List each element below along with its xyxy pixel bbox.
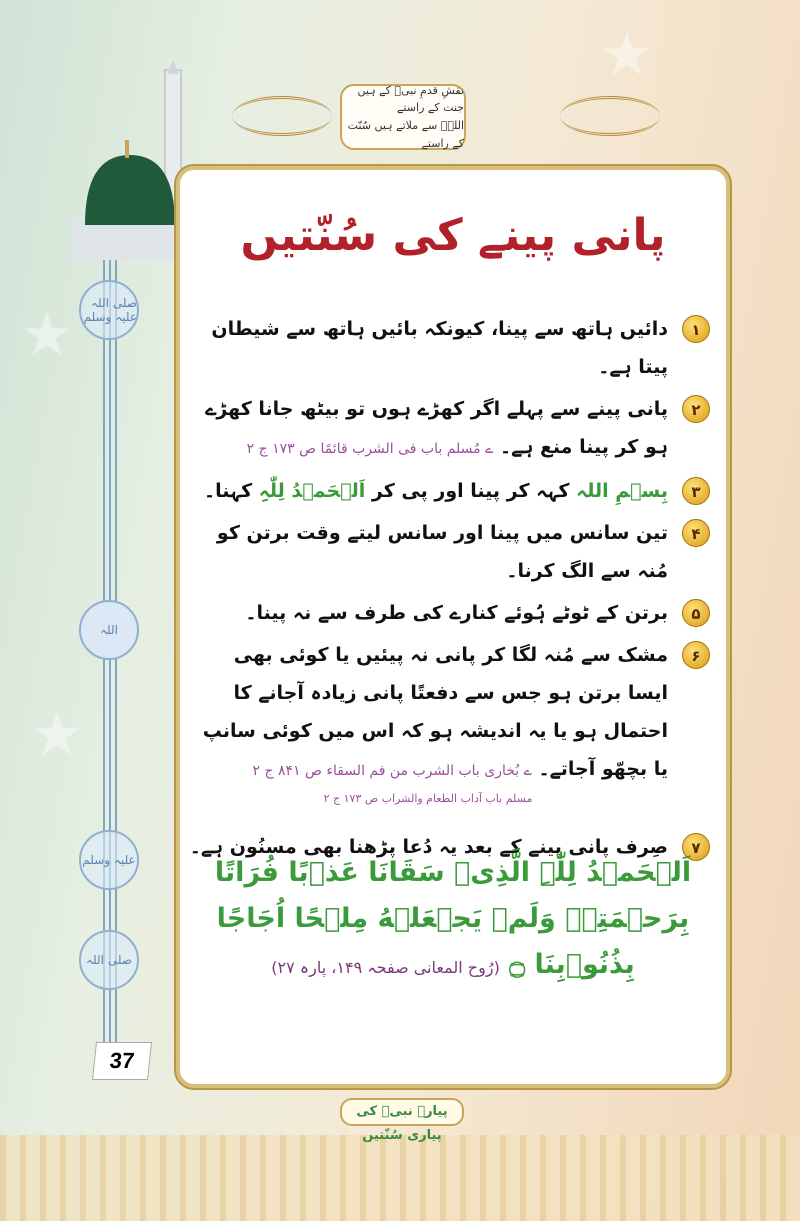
list-item: ۵ برتن کے ٹوٹے ہُوئے کنارے کی طرف سے نہ پینا۔ (188, 594, 712, 632)
sidebar-decoration (82, 260, 137, 1060)
calligraphy-medallion: صلی اللہ علیہ وسلم (79, 280, 139, 340)
header-ornament-right (560, 96, 660, 136)
star-decoration: ★ (600, 20, 654, 90)
page-title: پانی پینے کی سُنّتیں (240, 210, 666, 261)
list-item: ۲ پانی پینے سے پہلے اگر کھڑے ہوں تو بیٹھ جانا کھڑے ہو کر پینا منع ہے۔ ے مُسلم باب فی الشرب قائمًا ص ۱۷۳ ج ۲ (188, 390, 712, 468)
header-ornament-left (232, 96, 332, 136)
reference: ے بُخاری باب الشرب من فم السقاء ص ۸۴۱ ج ۲ (252, 763, 532, 779)
list-item: ۷ صِرف پانی پینے کے بعد یہ دُعا پڑھنا بھی مسنُون ہے۔ (188, 828, 712, 866)
list-item: ۳ بِسۡمِ اللہ کہہ کر پینا اور پی کر اَلۡحَمۡدُ لِلّٰہِ کہنا۔ (188, 472, 712, 510)
page-number: 37 (92, 1042, 152, 1080)
sunnah-list (188, 310, 712, 870)
content-card (176, 166, 730, 1088)
allah-medallion: اللہ (79, 600, 139, 660)
star-decoration: ★ (20, 300, 74, 370)
list-item: ۶ مشک سے مُنہ لگا کر پانی نہ پیئیں یا کوئی بھی ایسا برتن ہو جس سے دفعتًا پانی زیادہ آجانے کا احتمال ہو یا یہ اندیشہ ہو کہ اس میں کوئی سانپ یا بچھّو آجاتے۔ ے بُخاری باب الشرب من فم السقاء ص ۸۴۱ ج ۲ مسلم باب آداب الطعام والشراب ص ۱۷۳ ج ۲ (188, 636, 712, 808)
header-line-2: اللہؐ سے ملاتے ہیں سُنّت کے راستے (347, 119, 464, 150)
calligraphy-medallion: صلی اللہ (79, 930, 139, 990)
list-item: ۱ دائیں ہاتھ سے پینا، کیونکہ بائیں ہاتھ سے شیطان پیتا ہے۔ (188, 310, 712, 386)
footer-banner: پیارے نبیؐ کی پیاری سُنّتیں (340, 1098, 464, 1126)
list-item: ۴ تین سانس میں پینا اور سانس لیتے وقت برتن کو مُنہ سے الگ کرنا۔ (188, 514, 712, 590)
dua-text: اَلۡحَمۡدُ لِلّٰہِ الَّذِیۡ سَقَانَا عَذۡبًا فُرَاتًا بِرَحۡمَتِہٖ وَلَمۡ یَجۡعَلۡهُ مِلۡحًا اُجَاجًا بِذُنُوۡبِنَا ۝ (رُوح المعانی صفحہ ۱۴۹، پارہ ۲۷) (214, 857, 692, 980)
reference: مسلم باب آداب الطعام والشراب ص ۱۷۳ ج ۲ (323, 792, 533, 805)
reference: ے مُسلم باب فی الشرب قائمًا ص ۱۷۳ ج ۲ (246, 441, 494, 457)
calligraphy-medallion: علیہ وسلم (79, 830, 139, 890)
header-line-1: نقشِ قدمِ نبیؐ کے ہیں جنت کے راستے (357, 83, 464, 115)
header-banner (340, 84, 466, 150)
dua-reference: (رُوح المعانی صفحہ ۱۴۹، پارہ ۲۷) (271, 958, 500, 977)
star-decoration: ★ (30, 700, 84, 770)
